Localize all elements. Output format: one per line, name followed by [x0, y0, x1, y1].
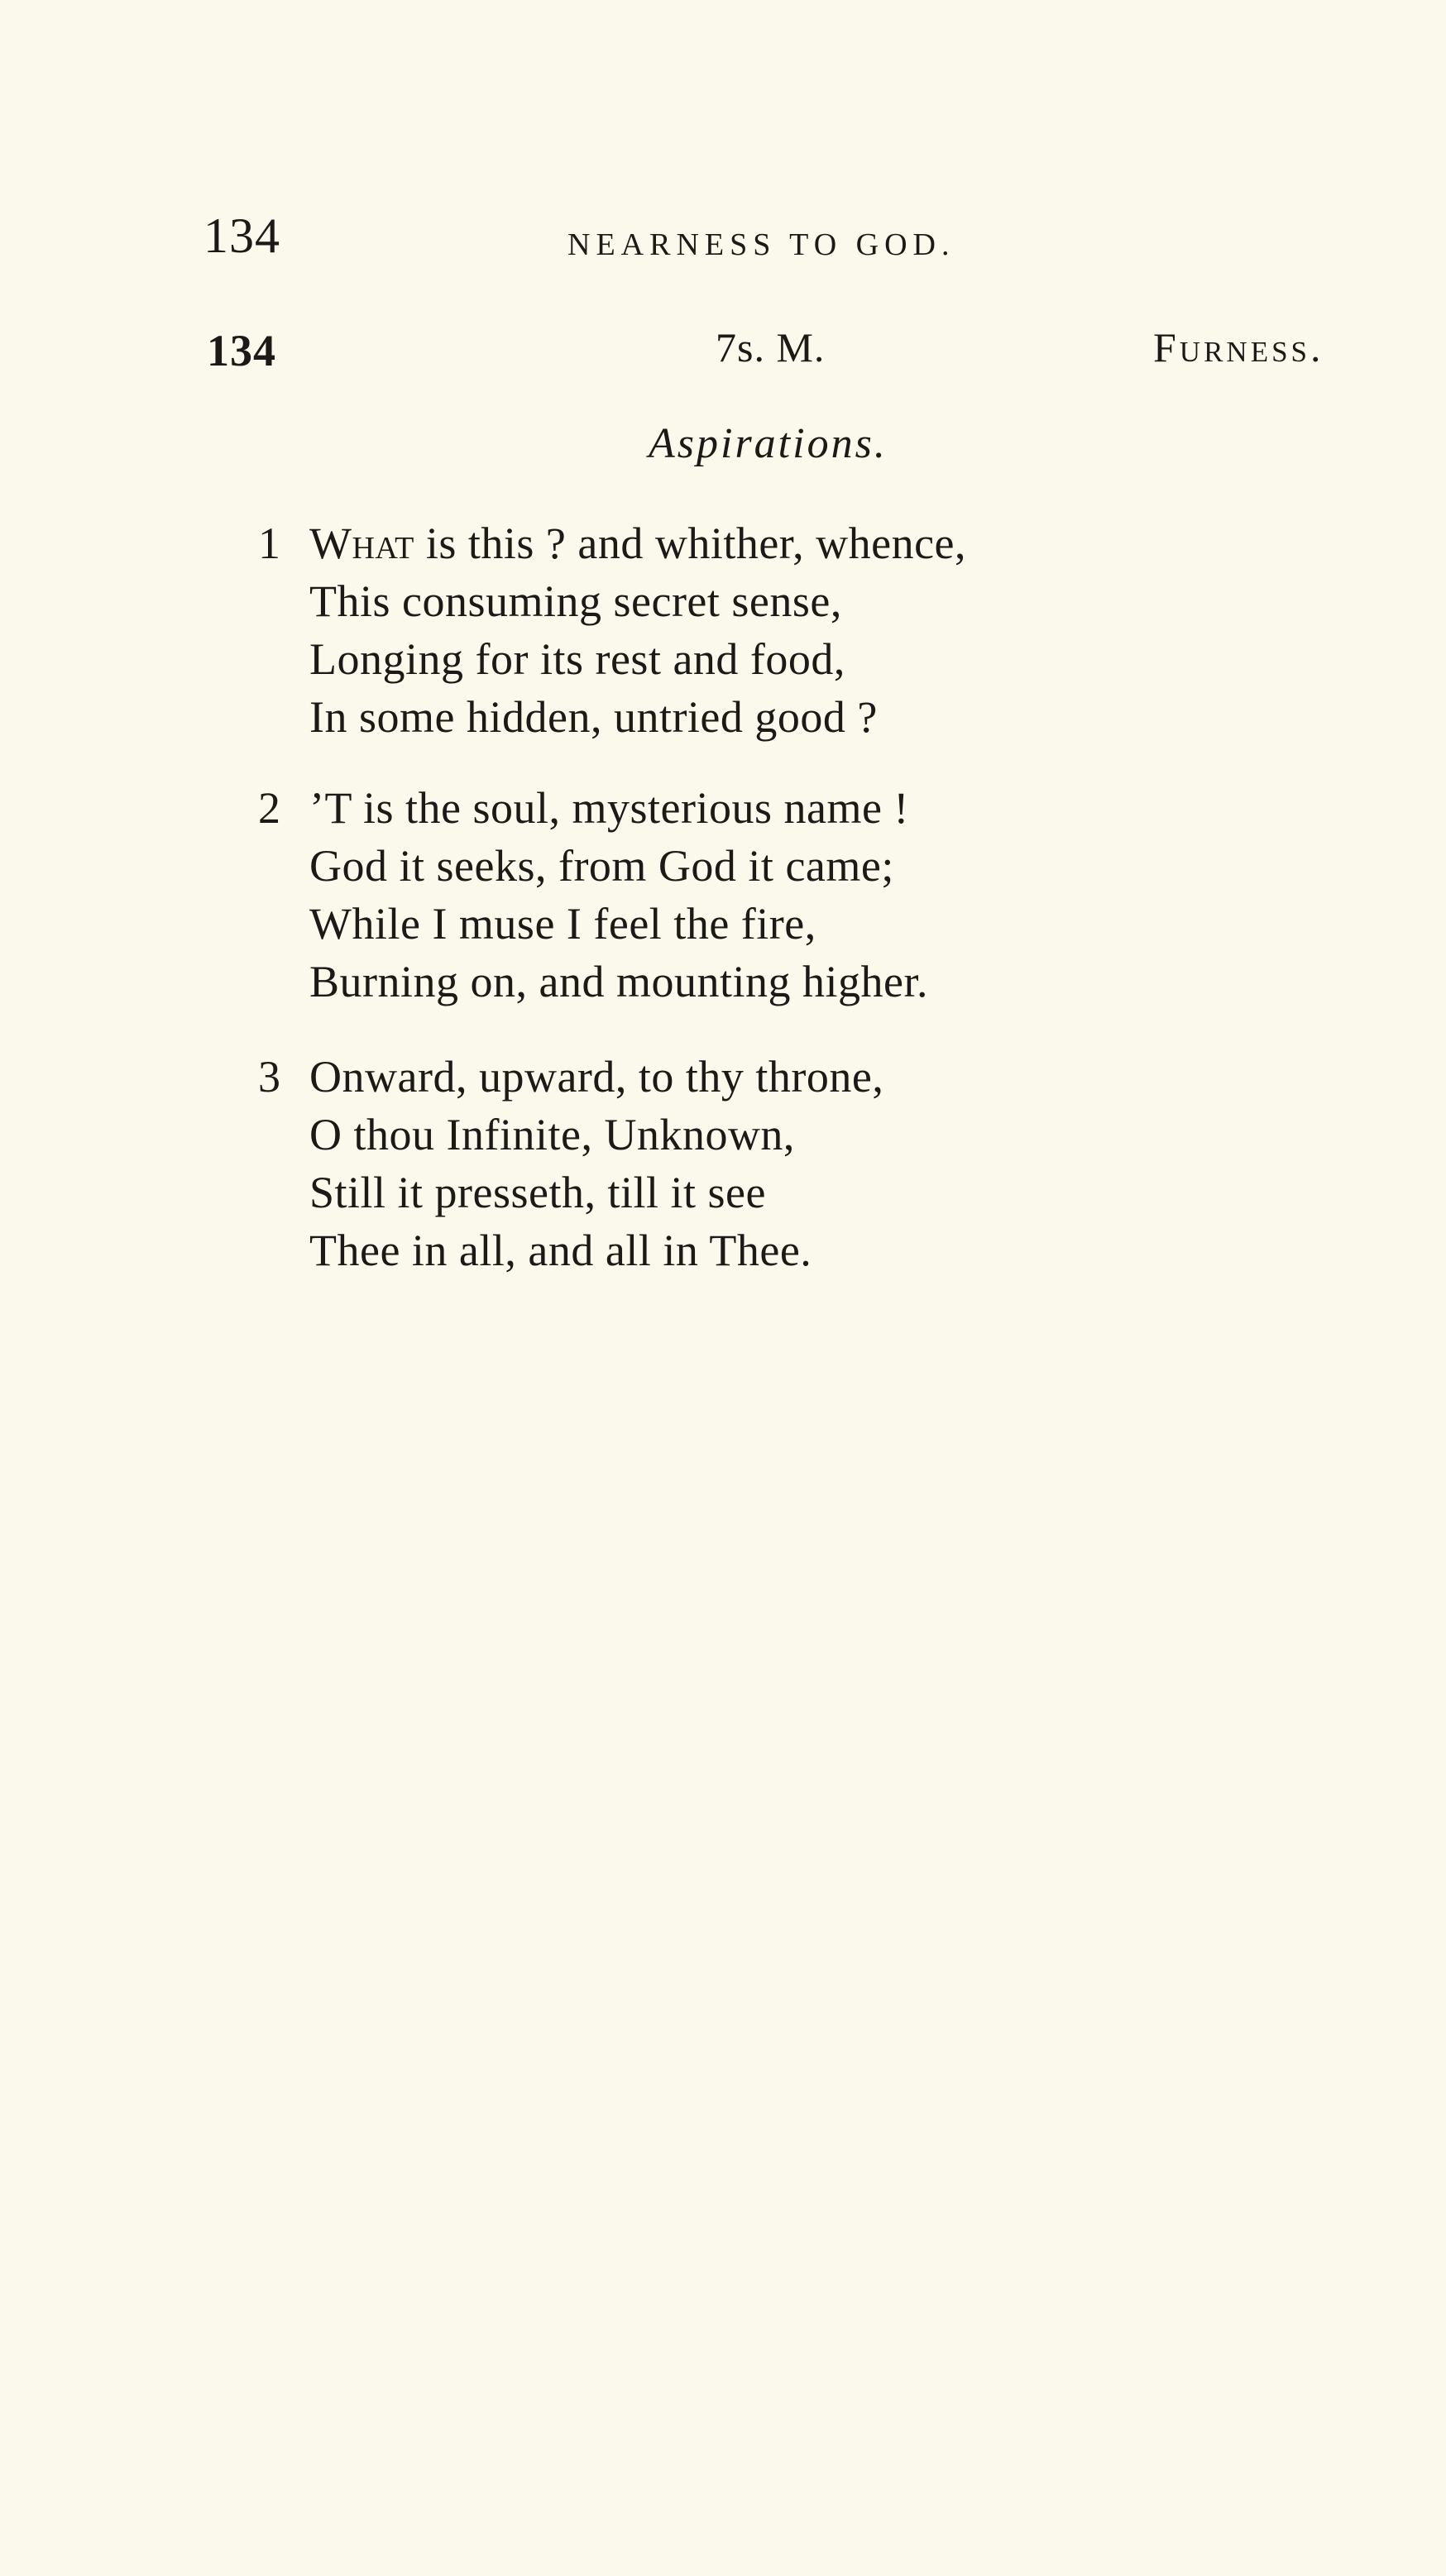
stanza-number: 2 [258, 783, 280, 833]
verse-line: O thou Infinite, Unknown, [309, 1110, 795, 1159]
verse-line: Still it presseth, till it see [309, 1168, 766, 1217]
verse-line: God it seeks, from God it came; [309, 841, 894, 891]
hymn-meter: 7s. M. [716, 324, 826, 370]
running-title: NEARNESS TO GOD. [567, 227, 955, 262]
hymn-title: Aspirations. [649, 420, 888, 467]
hymn-number: 134 [207, 326, 276, 375]
first-word: What [309, 519, 414, 568]
page-number: 134 [203, 208, 280, 263]
stanza-number: 1 [258, 519, 280, 568]
verse-line: While I muse I feel the fire, [309, 899, 816, 949]
verse-line: Onward, upward, to thy throne, [309, 1052, 884, 1102]
verse-line: Thee in all, and all in Thee. [309, 1226, 812, 1275]
verse-line [309, 521, 966, 566]
stanza-number: 3 [258, 1052, 280, 1102]
verse-line: Longing for its rest and food, [309, 634, 845, 684]
tune-name: Furness. [1153, 324, 1324, 370]
verse-line: This consuming secret sense, [309, 576, 842, 626]
verse-line: Burning on, and mounting higher. [309, 957, 928, 1006]
verse-line: ’T is the soul, mysterious name ! [309, 783, 909, 833]
verse-line: In some hidden, untried good ? [309, 692, 878, 742]
verse-line-text: is this ? and whither, whence, [414, 519, 967, 568]
